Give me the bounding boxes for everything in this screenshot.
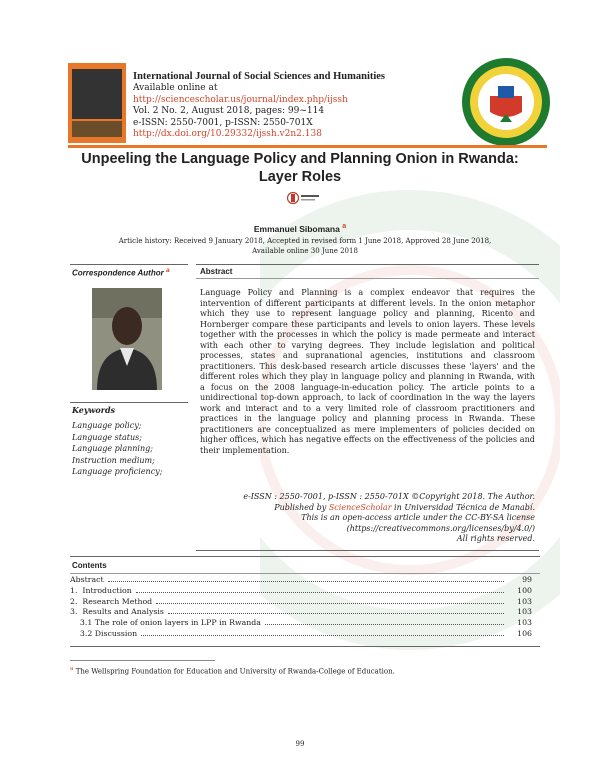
- left-column-divider: [70, 264, 188, 265]
- keyword-item: Language status;: [72, 432, 142, 442]
- doi-link[interactable]: http://dx.doi.org/10.29332/ijssh.v2n2.138: [133, 129, 322, 139]
- keywords-heading: Keywords: [72, 405, 116, 415]
- author-photo: [92, 288, 162, 390]
- abstract-divider: [196, 278, 539, 279]
- toc-entry[interactable]: 1. Introduction 100: [70, 585, 532, 595]
- left-column-divider: [70, 402, 188, 403]
- journal-title: International Journal of Social Sciences and Humanities: [133, 71, 386, 82]
- volume-info: Vol. 2 No. 2, August 2018, pages: 99~114: [133, 106, 325, 116]
- keyword-item: Language proficiency;: [72, 467, 163, 476]
- footnote-divider: [70, 660, 215, 661]
- contents-divider: [70, 573, 540, 574]
- journal-header: [133, 70, 433, 141]
- header-divider: [68, 145, 547, 148]
- page-number: 99: [295, 740, 305, 748]
- section-divider: [196, 550, 539, 551]
- table-of-contents: [70, 575, 532, 640]
- article-history: Article history: Received 9 January 2018, Accepted in revised form 1 June 2018, Approved 28 June 2018, Available online 30 June 2018: [118, 237, 492, 255]
- correspondence-author-label: Correspondence Author $^a$: [72, 267, 170, 278]
- toc-entry[interactable]: 3.2 Discussion 106: [70, 628, 532, 638]
- abstract-divider: [196, 264, 539, 265]
- author-name: Emmanuel Sibomana $^a$: [253, 222, 347, 234]
- paper-title: Unpeeling the Language Policy and Planning Onion in Rwanda: Layer Roles: [81, 151, 519, 185]
- affiliation-footnote: $^a$ The Wellspring Foundation for Education and University of Rwanda-College of Education.: [70, 666, 395, 676]
- toc-entry[interactable]: 3. Results and Analysis 103: [70, 607, 532, 617]
- contents-divider: [70, 646, 540, 647]
- keyword-item: Instruction medium;: [72, 455, 155, 465]
- contents-heading: Contents: [72, 561, 107, 570]
- copyright-notice: e-ISSN : 2550-7001, p-ISSN : 2550-701X ©Copyright 2018. The Author. Published by ScienceScholar in Universidad Técnica de Manabí. This is an open-access article under the CC-BY-SA license (https://creativecommons.org/licenses/by/4.0/) All rights reserved.: [200, 492, 535, 545]
- availability-line: Available online at http://sciencescholar.us/journal/index.php/ijssh: [133, 83, 348, 105]
- issn-info: e-ISSN: 2550-7001, p-ISSN: 2550-701X: [133, 117, 313, 128]
- publisher-link[interactable]: ScienceScholar: [328, 502, 392, 512]
- journal-cover-image: [68, 63, 126, 143]
- keyword-item: Language planning;: [72, 444, 153, 453]
- contents-divider: [70, 556, 540, 557]
- license-link[interactable]: (https://creativecommons.org/licenses/by/4.0/): [346, 523, 535, 533]
- abstract-body: Language Policy and Planning is a complex endeavor that requires the intervention of different participants at different levels. In the onion metaphor which they use to represent language policy and planning, Ricento and Hornberger compare these participants and levels to onion layers. These levels together with the processes in which the policy is made permeate and interact with each other to varying degrees. They include legislation and political processes, states and supranational agencies, institutions and classroom practitioners. This desk-based research article discusses these 'layers' and the different roles which they play in language policy and planning in Rwanda, with a focus on the 2008 language-in-education policy. The article points to a unidirectional top-down approach, to lack of coordination in the way the layers work and interact and to a very limited role of classroom practitioners and practices in the language policy and planning process in Rwanda. These practitioners are conceptualized as mere implementers of policies decided on higher offices, which has negative effects on the effectiveness of the policies and their implementation.: [200, 287, 535, 455]
- toc-entry[interactable]: 2. Research Method 103: [70, 596, 532, 606]
- university-seal-logo: [460, 56, 552, 148]
- keywords-list: [72, 420, 190, 478]
- crossmark-icon[interactable]: [287, 191, 321, 205]
- toc-entry[interactable]: 3.1 The role of onion layers in LPP in Rwanda 103: [70, 618, 532, 628]
- toc-entry[interactable]: Abstract 99: [70, 575, 532, 584]
- journal-url-link[interactable]: http://sciencescholar.us/journal/index.php/ijssh: [133, 94, 348, 105]
- keyword-item: Language policy;: [72, 421, 142, 430]
- abstract-heading: Abstract: [200, 267, 233, 276]
